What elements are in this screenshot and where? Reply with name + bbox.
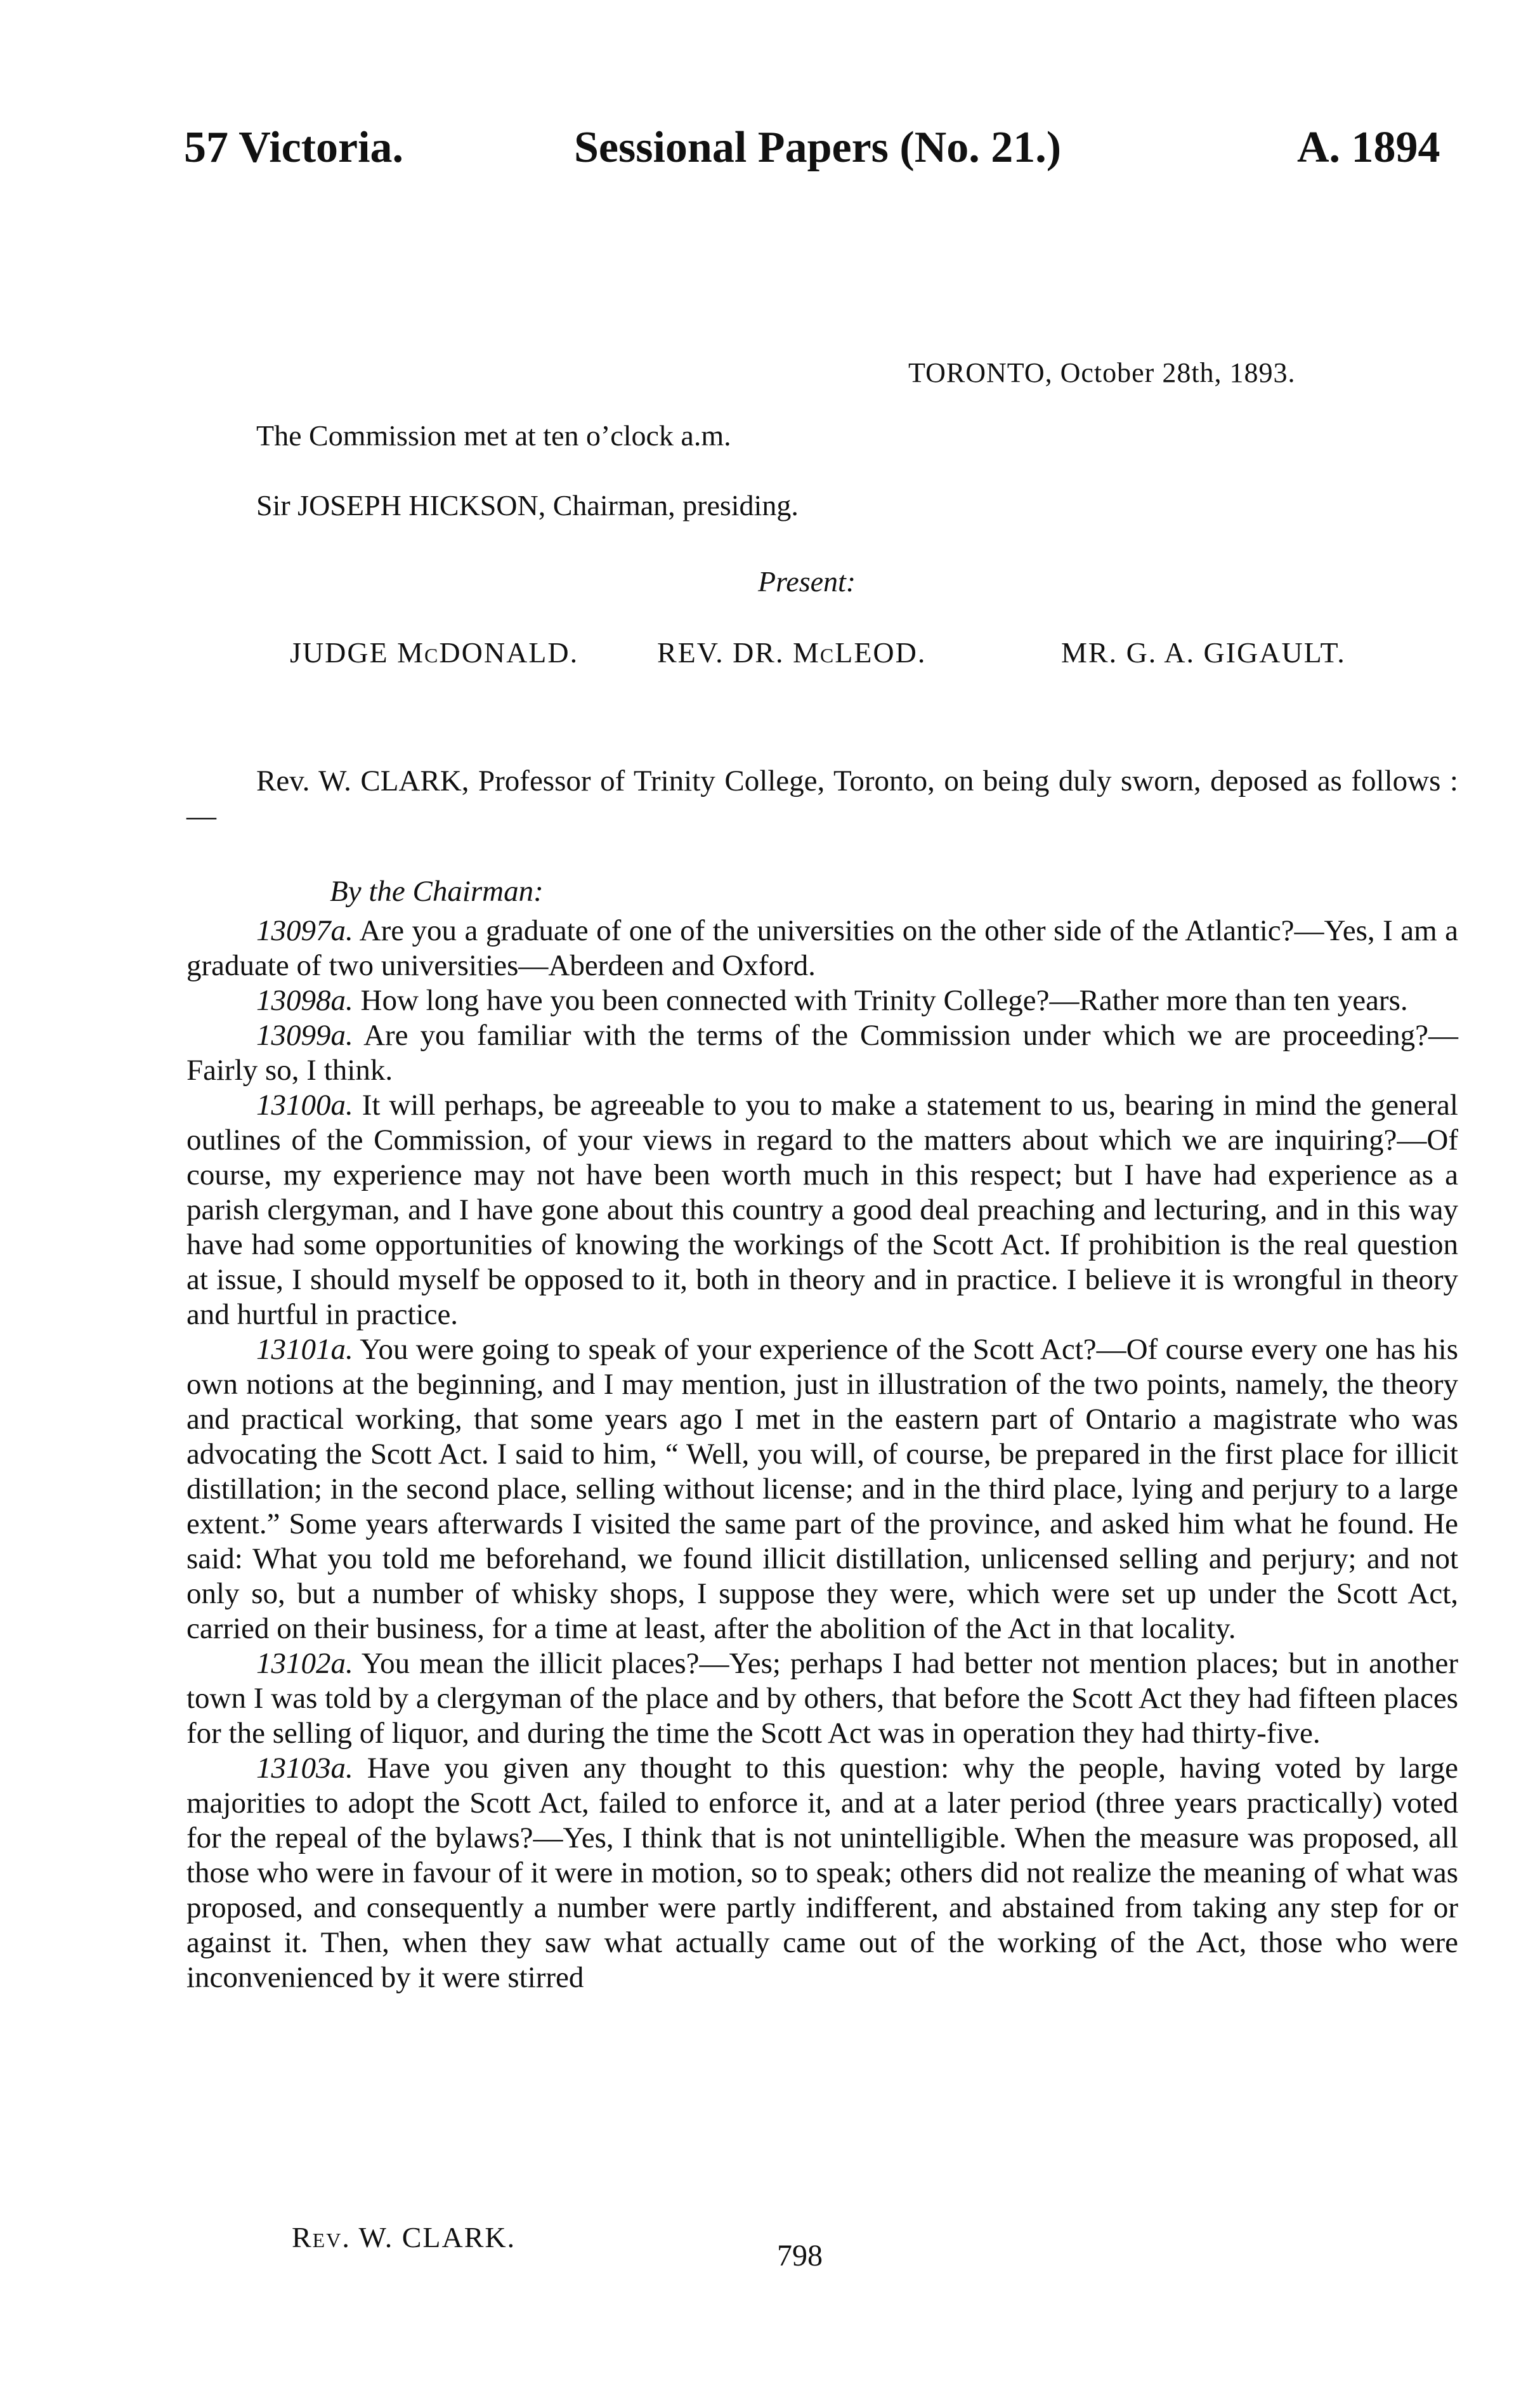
question-text: You mean the illicit places?—Yes; perhaps I had better not mention places; but in another town I was told by a clergyman of the place and by others, that before the Scott Act they had fifteen places for the selling of liquor, and during the time the Scott Act was in operation they had thirty-five. [186, 1647, 1458, 1750]
question-number: 13103a. [256, 1752, 353, 1785]
question-text: Have you given any thought to this question: why the people, having voted by large majorities to adopt the Scott Act, failed to enforce it, and at a later period (three years practically) voted for the repeal of the bylaws?—Yes, I think that is not unintelligible. When the measure was proposed, all those who were in favour of it were in motion, so to speak; others did not realize the meaning of what was proposed, and consequently a number were partly indifferent, and abstained from taking any step for or against it. Then, when they saw what actually came out of the working of the Act, those who were inconvenienced by it were stirred [186, 1752, 1458, 1994]
question-text: It will perhaps, be agreeable to you to make a statement to us, bearing in mind the general outlines of the Commission, of your views in regard to the matters about which we are inquiring?—Of course, my experience may not have been worth much in this respect; but I have had experience as a parish clergyman, and I have gone about this country a good deal preaching and lecturing, and in this way have had some opportunities of knowing the workings of the Scott Act. If prohibition is the real question at issue, I should myself be opposed to it, both in theory and in practice. I believe it is wrongful in theory and hurtful in practice. [186, 1089, 1458, 1331]
present-label: Present: [758, 565, 856, 598]
question-paragraph [186, 983, 1458, 1018]
question-text: You were going to speak of your experience of the Scott Act?—Of course every one has his own notions at the beginning, and I may mention, just in illustration of the two points, namely, the theory and practical working, that some years ago I met in the eastern part of Ontario a magistrate who was advocating the Scott Act. I said to him, “ Well, you will, of course, be prepared in the first place for illicit distillation; in the second place, selling without license; and in the third place, lying and perjury to a large extent.” Some years afterwards I visited the same part of the province, and asked him what he found. He said: What you told me beforehand, we found illicit distillation, unlicensed selling and perjury; and not only so, but a number of whisky shops, I suppose they were, which were set up under the Scott Act, carried on their business, for a time at least, after the abolition of the Act in that locality. [186, 1333, 1458, 1645]
presiding-line: Sir JOSEPH HICKSON, Chairman, presiding. [256, 489, 799, 521]
question-paragraph [186, 1646, 1458, 1751]
question-paragraph [186, 1018, 1458, 1088]
meeting-time: The Commission met at ten o’clock a.m. [256, 419, 731, 452]
question-number: 13100a. [256, 1089, 353, 1122]
question-text: Are you a graduate of one of the universities on the other side of the Atlantic?—Yes, I am a graduate of two universities—Aberdeen and Oxford. [186, 914, 1458, 982]
question-number: 13101a. [256, 1333, 353, 1366]
present-member: MR. G. A. GIGAULT. [1061, 636, 1346, 669]
question-paragraph [186, 1088, 1458, 1332]
examiner-line: By the Chairman: [330, 875, 544, 908]
question-text: Are you familiar with the terms of the Commission under which we are proceeding?—Fairly so, I think. [186, 1019, 1458, 1087]
intro-paragraph: Rev. W. CLARK, Professor of Trinity College, Toronto, on being duly sworn, deposed as follows :— [186, 764, 1458, 832]
question-number: 13097a. [256, 914, 353, 947]
header-title: Sessional Papers (No. 21.) [574, 123, 1062, 172]
question-paragraph [186, 914, 1458, 983]
question-text: How long have you been connected with Trinity College?—Rather more than ten years. [353, 984, 1408, 1017]
present-member: REV. DR. McLEOD. [657, 636, 927, 669]
question-paragraph [186, 1332, 1458, 1646]
question-paragraph [186, 1751, 1458, 1995]
header-year: A. 1894 [1297, 123, 1440, 172]
footer-witness-name: Rev. W. CLARK. [292, 2221, 516, 2253]
page-number: 798 [777, 2239, 823, 2273]
question-number: 13102a. [256, 1647, 353, 1680]
witness-intro [186, 764, 1458, 834]
header-volume: 57 Victoria. [184, 123, 404, 172]
present-member: JUDGE McDONALD. [290, 636, 579, 669]
place-date: TORONTO, October 28th, 1893. [908, 357, 1296, 388]
testimony [186, 914, 1458, 1995]
question-number: 13099a. [256, 1019, 353, 1052]
question-number: 13098a. [256, 984, 353, 1017]
